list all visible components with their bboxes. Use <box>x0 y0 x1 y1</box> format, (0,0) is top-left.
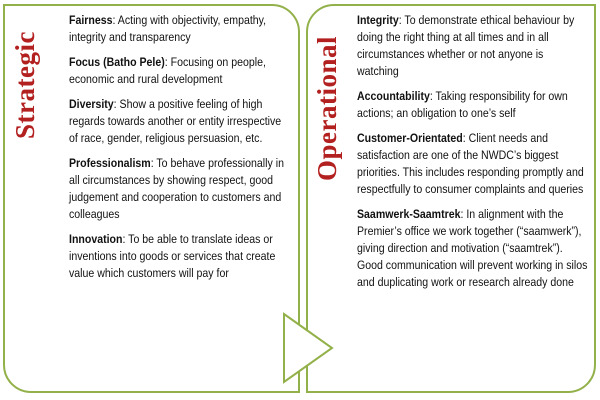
value-description: : To demonstrate ethical behaviour by doing the right thing at all times and in all circumstances whether or not anyone is watching <box>357 13 575 78</box>
value-item-diversity <box>69 96 287 147</box>
strategic-label: Strategic <box>10 31 40 139</box>
value-item-focus <box>69 54 287 88</box>
operational-values-list <box>357 12 587 299</box>
value-description: : To be able to translate ideas or inventions into goods or services that create value which customers will pay for <box>69 232 276 280</box>
operational-label: Operational <box>312 36 342 182</box>
value-title: Innovation <box>69 232 123 246</box>
value-title: Integrity <box>357 13 399 27</box>
value-item-professionalism <box>69 155 287 223</box>
value-item-saamwerk-saamtrek <box>357 206 587 291</box>
arrow-right-icon <box>280 312 336 384</box>
value-title: Diversity <box>69 97 114 111</box>
value-description: : Client needs and satisfaction are one of the NWDC’s biggest priorities. This includes responding promptly and respectfully to consumer complaints and queries <box>357 131 584 196</box>
value-title: Professionalism <box>69 156 151 170</box>
value-item-accountability <box>357 88 587 122</box>
value-title: Focus (Batho Pele) <box>69 55 165 69</box>
value-title: Accountability <box>357 89 430 103</box>
value-item-innovation <box>69 231 287 282</box>
value-title: Customer-Orientated <box>357 131 463 145</box>
value-description: : To behave professionally in all circumstances by showing respect, good judgement and cooperation to customers and colleagues <box>69 156 284 221</box>
value-description: : Show a positive feeling of high regards towards another or entity irrespective of race, gender, religious persuasion, etc. <box>69 97 282 145</box>
value-description: : Taking responsibility for own actions; an obligation to one’s self <box>357 89 568 120</box>
value-item-customer-orientated <box>357 130 587 198</box>
value-title: Fairness <box>69 13 113 27</box>
value-item-integrity <box>357 12 587 80</box>
value-item-fairness <box>69 12 287 46</box>
value-description: : In alignment with the Premier’s office we work together (“saamwerk”), giving direction and motivation (“saamtrek”). Good communication will prevent working in silos and duplicating work or research already done <box>357 207 588 289</box>
value-title: Saamwerk-Saamtrek <box>357 207 461 221</box>
value-description: : Focusing on people, economic and rural development <box>69 55 266 86</box>
strategic-values-list <box>69 12 287 290</box>
value-description: : Acting with objectivity, empathy, integrity and transparency <box>69 13 267 44</box>
